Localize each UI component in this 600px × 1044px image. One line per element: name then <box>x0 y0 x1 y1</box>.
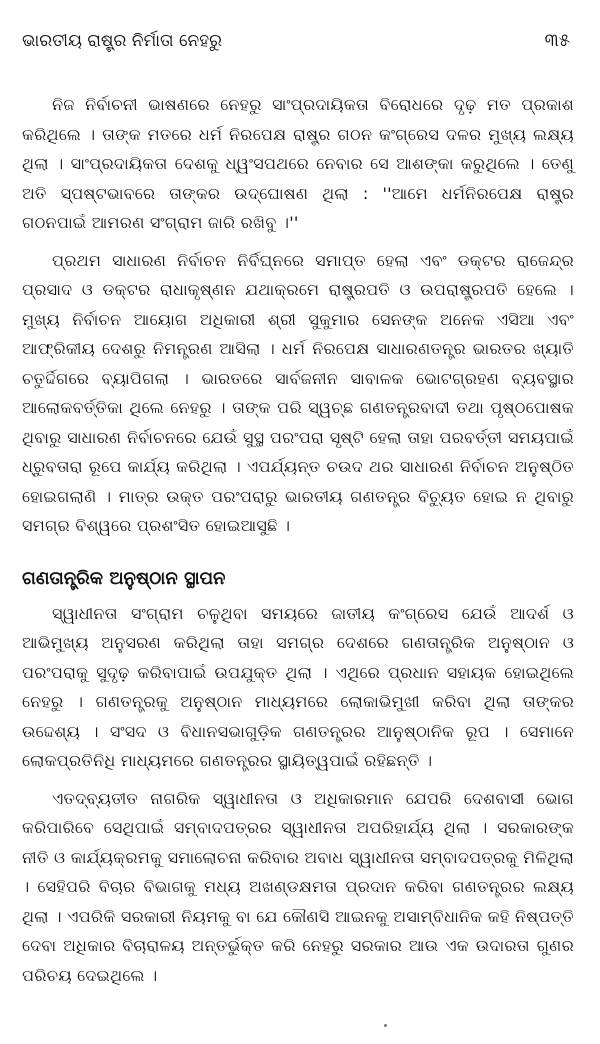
paragraph-press-and-judiciary: ଏତଦ୍‌ବ୍ୟତୀତ ନାଗରିକ ସ୍ୱାଧୀନତା ଓ ଅଧିକାରମାନ ଯେପରି ଦେଶବାସୀ ଭୋଗ କରିପାରିବେ ସେଥିପାଇଁ ସମ୍ବାଦପତ୍ରର ସ୍ୱାଧୀନତା ଅପରିହାର୍ଯ୍ୟ ଥିଲା । ସରକାରଙ୍କ ନୀତି ଓ କାର୍ଯ୍ୟକ୍ରମକୁ ସମାଲୋଚନା କରିବାର ଅବାଧ ସ୍ୱାଧୀନତା ସମ୍ବାଦପତ୍ରକୁ ମିଳିଥିଲା । ସେହିପରି ବିଚାର ବିଭାଗକୁ ମଧ୍ୟ ଅଖଣ୍ଡକ୍ଷମତା ପ୍ରଦାନ କରିବା ଗଣତନ୍ତ୍ରର ଲକ୍ଷ୍ୟ ଥିଲା । ଏପରିକି ସରକାରୀ ନିୟମକୁ ବା ଯେ କୌଣସି ଆଇନକୁ ଅସାମ୍ବିଧାନିକ କହି ନିଷ୍ପତ୍ତି ଦେବା ଅଧିକାର ବିଚାରାଳୟ ଅନ୍ତର୍ଭୁକ୍ତ କରି ନେହରୁ ସରକାର ଆଉ ଏକ ଉଦାରତା ଗୁଣର ପରିଚୟ ଦେଇଥିଲେ । <box>22 788 574 985</box>
running-header <box>22 30 574 52</box>
print-speck <box>384 1024 387 1027</box>
running-title: ଭାରତୀୟ ରାଷ୍ଟ୍ର ନିର୍ମାତା ନେହରୁ <box>22 31 222 51</box>
paragraph-communalism: ନିଜ ନିର୍ବାଚନୀ ଭାଷଣରେ ନେହରୁ ସାଂପ୍ରଦାୟିକତା ବିରୋଧରେ ଦୃଢ଼ ମତ ପ୍ରକାଶ କରିଥିଲେ । ତାଙ୍କ ମତରେ ଧର୍ମ ନିରପେକ୍ଷ ରାଷ୍ଟ୍ର ଗଠନ କଂଗ୍ରେସ ଦଳର ମୁଖ୍ୟ ଲକ୍ଷ୍ୟ ଥିଲା । ସାଂପ୍ରଦାୟିକତା ଦେଶକୁ ଧ୍ୱଂସପଥରେ ନେବାର ସେ ଆଶଙ୍କା କରୁଥିଲେ । ତେଣୁ ଅତି ସ୍ପଷ୍ଟଭାବରେ ତାଙ୍କର ଉଦ୍‌ଘୋଷଣ ଥିଲା : ''ଆମେ ଧର୍ମନିରପେକ୍ଷ ରାଷ୍ଟ୍ର ଗଠନପାଇଁ ଆମରଣ ସଂଗ୍ରାମ ଜାରି ରଖିବୁ ।'' <box>22 95 574 232</box>
page-number: ୩୫ <box>544 30 570 51</box>
section-heading: ଗଣତାନ୍ତ୍ରିକ ଅନୁଷ୍ଠାନ ସ୍ଥାପନ <box>22 567 226 589</box>
paragraph-democratic-institutions: ସ୍ୱାଧୀନତା ସଂଗ୍ରାମ ଚଳୁଥିବା ସମୟରେ ଜାତୀୟ କଂଗ୍ରେସ ଯେଉଁ ଆଦର୍ଶ ଓ ଆଭିମୁଖ୍ୟ ଅନୁସରଣ କରିଥିଲା ତାହା ସମଗ୍ର ଦେଶରେ ଗଣତାନ୍ତ୍ରିକ ଅନୁଷ୍ଠାନ ଓ ପରଂପରାକୁ ସୁଦୃଢ଼ କରିବାପାଇଁ ଉପଯୁକ୍ତ ଥିଲା । ଏଥିରେ ପ୍ରଧାନ ସହାୟକ ହୋଇଥିଲେ ନେହରୁ । ଗଣତନ୍ତ୍ରକୁ ଅନୁଷ୍ଠାନ ମାଧ୍ୟମରେ ଲୋକାଭିମୁଖୀ କରିବା ଥିଲା ତାଙ୍କର ଉଦ୍ଦେଶ୍ୟ । ସଂସଦ ଓ ବିଧାନସଭାଗୁଡ଼ିକ ଗଣତନ୍ତ୍ରର ଆନୁଷ୍ଠାନିକ ରୂପ । ସେମାନେ ଲୋକପ୍ରତିନିଧି ମାଧ୍ୟମରେ ଗଣତନ୍ତ୍ରର ସ୍ଥାୟିତ୍ୱପାଇଁ ରହିଛନ୍ତି । <box>22 603 574 770</box>
paragraph-first-election: ପ୍ରଥମ ସାଧାରଣ ନିର୍ବାଚନ ନିର୍ବିଘ୍ନରେ ସମାପ୍ତ ହେଲା ଏବଂ ଡକ୍ଟର ରାଜେନ୍ଦ୍ର ପ୍ରସାଦ ଓ ଡକ୍ଟର ରାଧାକୃଷ୍ଣନ ଯଥାକ୍ରମେ ରାଷ୍ଟ୍ରପତି ଓ ଉପରାଷ୍ଟ୍ରପତି ହେଲେ । ମୁଖ୍ୟ ନିର୍ବାଚନ ଆୟୋଗ ଅଧିକାରୀ ଶ୍ରୀ ସୁକୁମାର ସେନଙ୍କ ଅନେକ ଏସିଆ ଏବଂ ଆଫ୍ରିକୀୟ ଦେଶରୁ ନିମନ୍ତ୍ରଣ ଆସିଲା । ଧର୍ମ ନିରପେକ୍ଷ ସାଧାରଣତନ୍ତ୍ର ଭାରତର ଖ୍ୟାତି ଚତୁର୍ଦ୍ଦିଗରେ ବ୍ୟାପିଗଲା । ଭାରତରେ ସାର୍ବଜନୀନ ସାବାଳକ ଭୋଟଗ୍ରହଣ ବ୍ୟବସ୍ଥାର ଆଲୋକବର୍ତ୍ତିକା ଥିଲେ ନେହରୁ । ତାଙ୍କ ପରି ସ୍ୱଚ୍ଛ ଗଣତନ୍ତ୍ରବାଦୀ ତଥା ପୃଷ୍ଠପୋଷକ ଥିବାରୁ ସାଧାରଣ ନିର୍ବାଚନରେ ଯେଉଁ ସୁସ୍ଥ ପରଂପରା ସୃଷ୍ଟି ହେଲା ତାହା ପରବର୍ତ୍ତୀ ସମୟପାଇଁ ଧ୍ରୁବତାରା ରୂପେ କାର୍ଯ୍ୟ କରିଥିଲା । ଏପର୍ଯ୍ୟନ୍ତ ଚଉଦ ଥର ସାଧାରଣ ନିର୍ବାଚନ ଅନୁଷ୍ଠିତ ହୋଇଗଲାଣି । ମାତ୍ର ଉକ୍ତ ପରଂପରାରୁ ଭାରତୀୟ ଗଣତନ୍ତ୍ର ବିଚ୍ୟୁତ ହୋଇ ନ ଥିବାରୁ ସମଗ୍ର ବିଶ୍ୱରେ ପ୍ରଶଂସିତ ହୋଇଆସୁଛି । <box>22 250 574 535</box>
